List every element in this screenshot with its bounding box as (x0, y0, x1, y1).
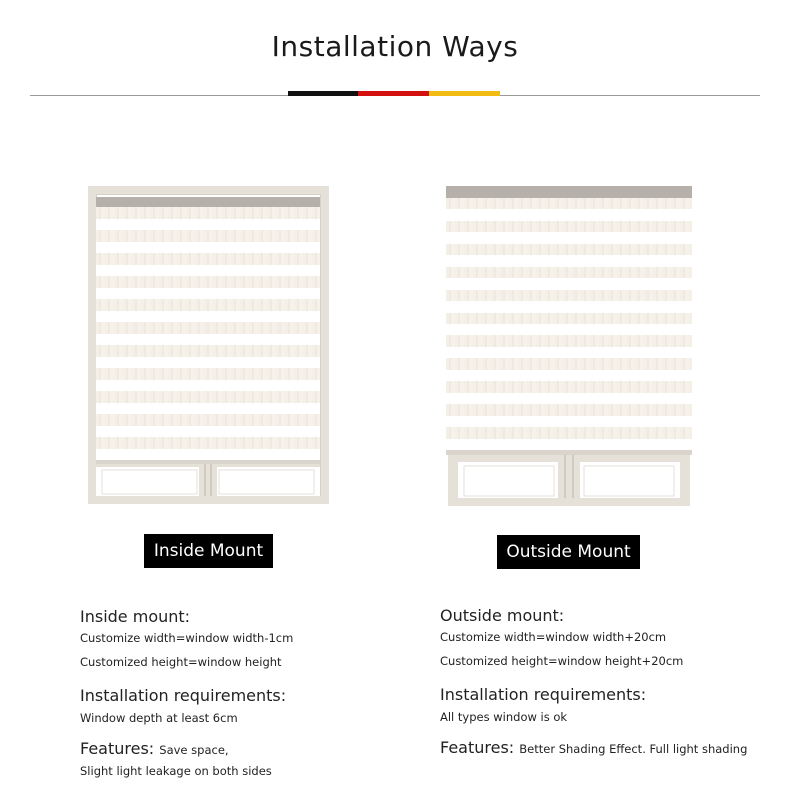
inside-window-sash (96, 464, 320, 496)
outside-blind-sheer-band (446, 416, 692, 428)
outside-width-rule: Customize width=window width+20cm (440, 630, 667, 644)
outside-bottom-bar (446, 450, 692, 455)
flag-black-segment (288, 91, 358, 96)
outside-blind-fabric-band (446, 267, 692, 279)
inside-blind-fabric-band (96, 299, 320, 311)
inside-blind-sheer-band (96, 311, 320, 323)
inside-blind-fabric-band (96, 230, 320, 242)
inside-mount-label: Inside Mount (144, 534, 273, 568)
inside-blind-fabric-band (96, 414, 320, 426)
inside-blind-sheer-band (96, 449, 320, 461)
inside-features-text-line2: Slight light leakage on both sides (80, 764, 272, 778)
inside-blind-fabric-band (96, 437, 320, 449)
inside-features (80, 739, 229, 758)
outside-blind-sheer-band (446, 370, 692, 382)
inside-blind-sheer-band (96, 403, 320, 415)
inside-blind-fabric-band (96, 276, 320, 288)
inside-requirements-text: Window depth at least 6cm (80, 711, 238, 725)
outside-blind-fabric-band (446, 313, 692, 325)
outside-headrail (446, 186, 692, 198)
inside-blind-fabric-band (96, 207, 320, 219)
inside-blind-sheer-band (96, 357, 320, 369)
flag-gold-segment (429, 91, 500, 96)
inside-blind-sheer-band (96, 426, 320, 438)
inside-blind-fabric-band (96, 391, 320, 403)
outside-blind-fabric-band (446, 335, 692, 347)
outside-blind-fabric-band (446, 244, 692, 256)
outside-blind-sheer-band (446, 393, 692, 405)
inside-requirements-heading: Installation requirements: (80, 686, 287, 705)
outside-blind-sheer-band (446, 232, 692, 244)
outside-requirements-text: All types window is ok (440, 710, 568, 724)
page-title: Installation Ways (271, 30, 519, 63)
outside-features-text: Better Shading Effect. Full light shading (519, 742, 748, 756)
outside-blind-fabric-band (446, 381, 692, 393)
inside-blind-fabric-band (96, 322, 320, 334)
inside-blind-sheer-band (96, 219, 320, 231)
inside-features-text: Save space, (159, 743, 229, 757)
outside-blind-sheer-band (446, 347, 692, 359)
outside-blind-fabric-band (446, 358, 692, 370)
inside-mount-heading: Inside mount: (80, 607, 191, 626)
inside-features-heading: Features: (80, 739, 155, 758)
inside-blind-fabric-band (96, 253, 320, 265)
outside-features-heading: Features: (440, 738, 515, 757)
outside-blind-fabric-band (446, 198, 692, 210)
outside-blind-sheer-band (446, 209, 692, 221)
inside-blind-fabric-band (96, 345, 320, 357)
inside-zebra-blind (96, 207, 320, 460)
outside-window-frame (448, 454, 690, 506)
outside-blind-fabric-band (446, 404, 692, 416)
outside-blind-sheer-band (446, 278, 692, 290)
outside-blind-sheer-band (446, 301, 692, 313)
outside-mount-heading: Outside mount: (440, 606, 565, 625)
inside-blind-sheer-band (96, 265, 320, 277)
inside-blind-sheer-band (96, 242, 320, 254)
outside-features (440, 738, 747, 757)
outside-blind-fabric-band (446, 290, 692, 302)
outside-height-rule: Customized height=window height+20cm (440, 654, 684, 668)
inside-height-rule: Customized height=window height (80, 655, 282, 669)
inside-blind-sheer-band (96, 288, 320, 300)
inside-blind-sheer-band (96, 380, 320, 392)
outside-mount-label: Outside Mount (497, 535, 640, 569)
inside-blind-fabric-band (96, 368, 320, 380)
outside-blind-sheer-band (446, 439, 692, 451)
outside-requirements-heading: Installation requirements: (440, 685, 647, 704)
outside-zebra-blind (446, 198, 692, 450)
outside-blind-sheer-band (446, 255, 692, 267)
inside-headrail (96, 197, 320, 207)
outside-blind-sheer-band (446, 324, 692, 336)
outside-blind-fabric-band (446, 221, 692, 233)
outside-blind-fabric-band (446, 427, 692, 439)
flag-red-segment (358, 91, 429, 96)
inside-blind-sheer-band (96, 334, 320, 346)
inside-width-rule: Customize width=window width-1cm (80, 631, 294, 645)
